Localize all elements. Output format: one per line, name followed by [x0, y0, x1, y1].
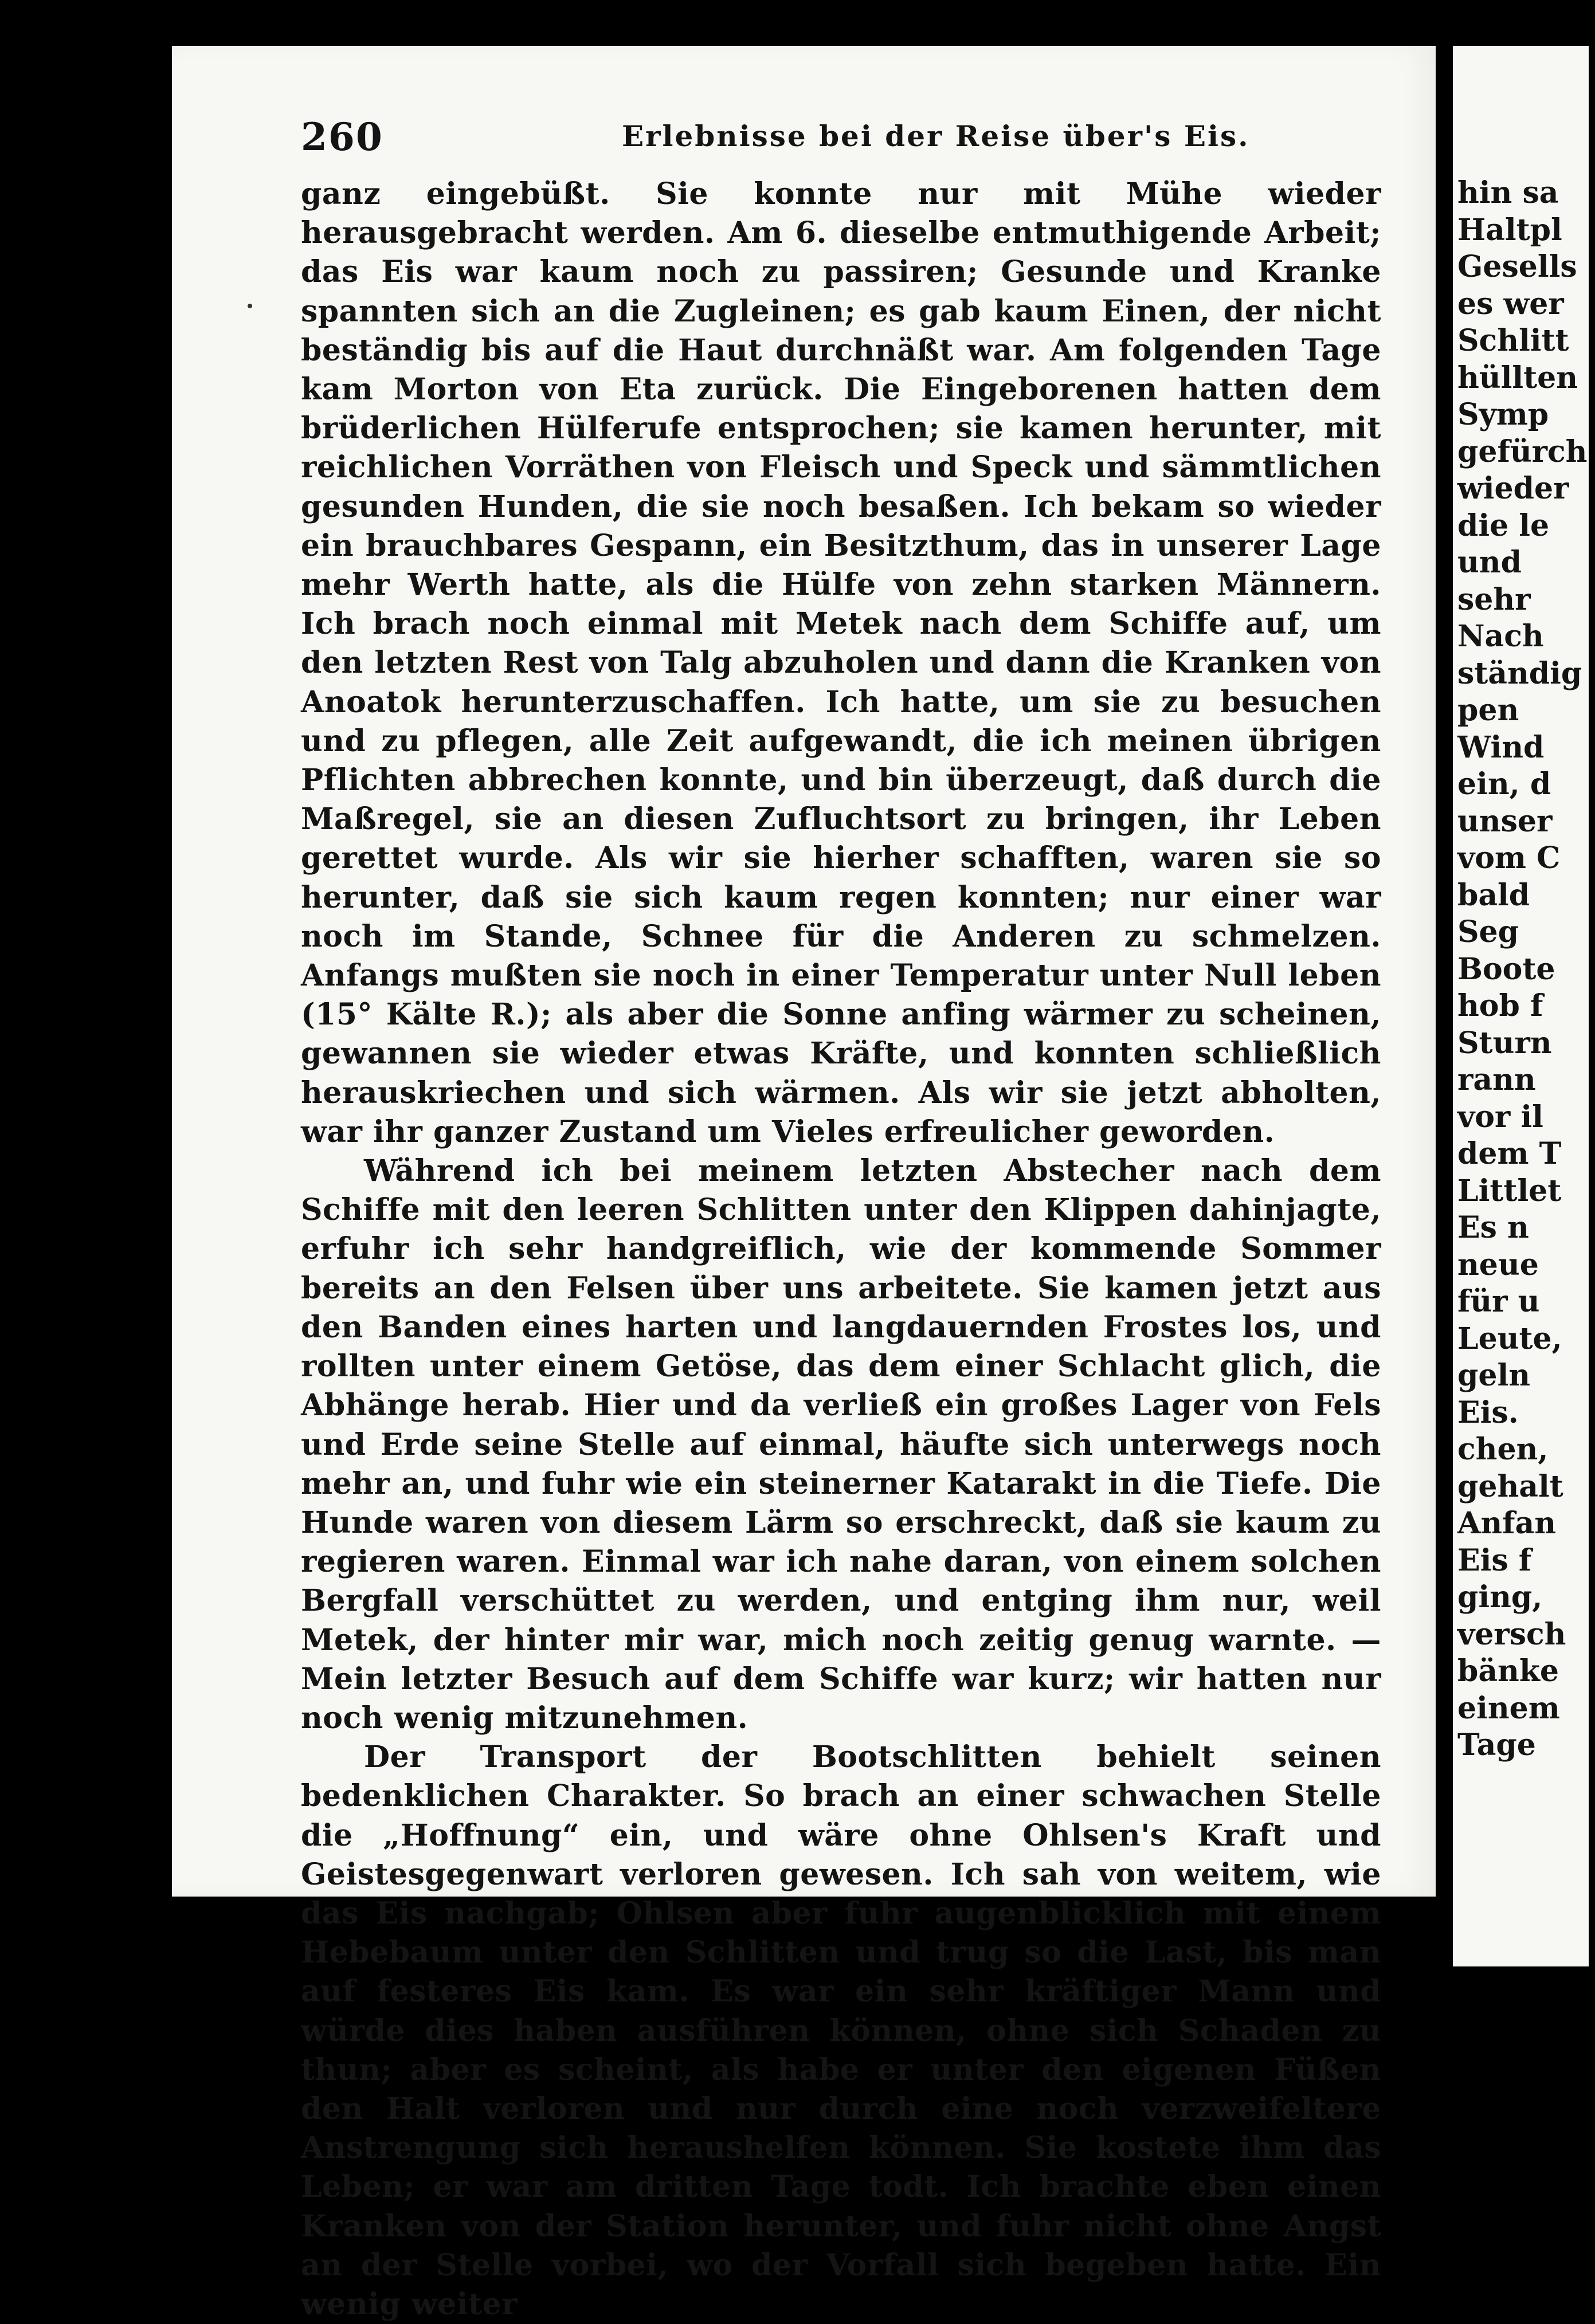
page-header	[301, 115, 1250, 166]
right-page-line: Eis.	[1457, 1395, 1519, 1430]
right-page-line: Wind	[1457, 729, 1545, 765]
right-page-line: Gesells	[1457, 249, 1577, 284]
right-page-line: versch	[1457, 1616, 1566, 1652]
right-page-line: hüllten	[1457, 360, 1578, 395]
right-page-line: Boote	[1457, 951, 1555, 987]
right-page-line: gehalt	[1457, 1469, 1563, 1504]
paragraph: Während ich bei meinem letzten Abstecher nach dem Schiffe mit den leeren Schlitten unter den Klippen dahinjagte, erfuhr ich sehr handgreiflich, wie der kommende Sommer bereits an den Felsen über uns arbeitete. Sie kamen jetzt aus den Banden eines harten und langdauernden Frostes los, und rollten unter einem Getöse, das dem einer Schlacht glich, die Abhänge herab. Hier und da verließ ein großes Lager von Fels und Erde seine Stelle auf einmal, häufte sich unterwegs noch mehr an, und fuhr wie ein steinerner Katarakt in die Tiefe. Die Hunde waren von diesem Lärm so erschreckt, daß sie kaum zu regieren waren. Einmal war ich nahe daran, von einem solchen Bergfall verschüttet zu werden, und entging ihm nur, weil Metek, der hinter mir war, mich noch zeitig genug warnte. — Mein letzter Besuch auf dem Schiffe war kurz; wir hatten nur noch wenig mitzunehmen.	[301, 1153, 1381, 1736]
right-page-line: Haltpl	[1457, 212, 1562, 248]
page-number: 260	[301, 115, 383, 159]
right-page-line: Leute,	[1457, 1321, 1562, 1356]
right-page-line: für u	[1457, 1284, 1540, 1319]
right-page-line: hob f	[1457, 988, 1543, 1023]
right-page-line: unser	[1457, 803, 1553, 839]
right-page-line: chen,	[1457, 1432, 1549, 1467]
right-page-line: Tage	[1457, 1728, 1536, 1762]
paragraph: Der Transport der Bootschlitten behielt seinen bedenklichen Charakter. So brach an einer schwachen Stelle die „Hoffnung“ ein, und wäre ohne Ohlsen's Kraft und Geistesgegenwart verloren gewesen. Ich sah von weitem, wie das Eis nachgab; Ohlsen aber fuhr augenblicklich mit einem Hebebaum unter den Schlitten und trug so die Last, bis man auf festeres Eis kam. Es war ein sehr kräftiger Mann und würde dies haben ausführen können, ohne sich Schaden zu thun; aber es scheint, als habe er unter den eigenen Füßen den Halt verloren und nur durch eine noch verzweifeltere Anstrengung sich heraushelfen können. Sie kostete ihm das Leben; er war am dritten Tage todt. Ich brachte eben einen Kranken von der Station herunter, und fuhr nicht ohne Angst an der Stelle vorbei, wo der Vorfall sich begeben hatte. Ein wenig weiter	[301, 1740, 1381, 2322]
right-page-line: die le	[1457, 508, 1550, 543]
right-page-line: hin sa	[1457, 175, 1559, 210]
right-page-line: einem	[1457, 1690, 1560, 1726]
right-page-line: geln	[1457, 1358, 1531, 1393]
right-page-line: sehr	[1457, 582, 1531, 617]
running-title: Erlebnisse bei der Reise über's Eis.	[622, 119, 1250, 153]
right-page-line: pen	[1457, 693, 1519, 728]
right-page-line: Eis f	[1457, 1542, 1532, 1578]
right-page-line: vom C	[1457, 841, 1561, 876]
right-page-line: ständig	[1457, 655, 1582, 691]
right-page-line: dem T	[1457, 1136, 1562, 1171]
right-page-line: bald	[1457, 877, 1530, 913]
right-page-line: und	[1457, 545, 1522, 580]
right-page-line: bänke	[1457, 1654, 1559, 1689]
body-text	[301, 175, 1381, 2324]
right-page-line: wieder	[1457, 471, 1569, 506]
right-page-line: vor il	[1457, 1099, 1543, 1134]
right-page-line: Anfan	[1457, 1506, 1557, 1541]
paragraph: ganz eingebüßt. Sie konnte nur mit Mühe wieder herausgebracht werden. Am 6. dieselbe entmuthigende Arbeit; das Eis war kaum noch zu passiren; Gesunde und Kranke spannten sich an die Zugleinen; es gab kaum Einen, der nicht beständig bis auf die Haut durchnäßt war. Am folgenden Tage kam Morton von Eta zurück. Die Eingeborenen hatten dem brüderlichen Hülferufe entsprochen; sie kamen herunter, mit reichlichen Vorräthen von Fleisch und Speck und sämmtlichen gesunden Hunden, die sie noch besaßen. Ich bekam so wieder ein brauchbares Gespann, ein Besitzthum, das in unserer Lage mehr Werth hatte, als die Hülfe von zehn starken Männern. Ich brach noch einmal mit Metek nach dem Schiffe auf, um den letzten Rest von Talg abzuholen und dann die Kranken von Anoatok herunterzuschaffen. Ich hatte, um sie zu besuchen und zu pflegen, alle Zeit aufgewandt, die ich meinen übrigen Pflichten abbrechen konnte, und bin überzeugt, daß durch die Maßregel, sie an diesen Zufluchtsort zu bringen, ihr Leben gerettet wurde. Als wir sie hierher schafften, waren sie so herunter, daß sie sich kaum regen konnten; nur einer war noch im Stande, Schnee für die Anderen zu schmelzen. Anfangs mußten sie noch in einer Temperatur unter Null leben (15° Kälte R.); als aber die Sonne anfing wärmer zu scheinen, gewannen sie wieder etwas Kräfte, und konnten schließlich herauskriechen und sich wärmen. Als wir sie jetzt abholten, war ihr ganzer Zustand um Vieles erfreulicher geworden.	[301, 176, 1381, 1149]
right-page-lines	[1457, 175, 1595, 1764]
right-page-line: es wer	[1457, 286, 1564, 321]
book-gutter	[1436, 0, 1453, 1966]
right-page-line: gefürch	[1457, 434, 1588, 469]
right-page-line: ging,	[1457, 1580, 1543, 1615]
right-page-line: rann	[1457, 1062, 1536, 1097]
right-page-line: Nach	[1457, 619, 1544, 654]
speck-mark	[248, 304, 252, 308]
left-page	[172, 46, 1436, 2322]
right-page-line: Seg	[1457, 914, 1519, 949]
right-page-line: Sturn	[1457, 1025, 1552, 1061]
right-page-line: Symp	[1457, 397, 1549, 432]
right-page-line: ein, d	[1457, 767, 1551, 802]
right-page-line: Es n	[1457, 1210, 1529, 1245]
right-page-line: Littlet	[1457, 1173, 1562, 1208]
right-page-line: neue	[1457, 1247, 1539, 1282]
right-page-fragment	[1453, 46, 1589, 1966]
right-page-line: Schlitt	[1457, 323, 1569, 358]
